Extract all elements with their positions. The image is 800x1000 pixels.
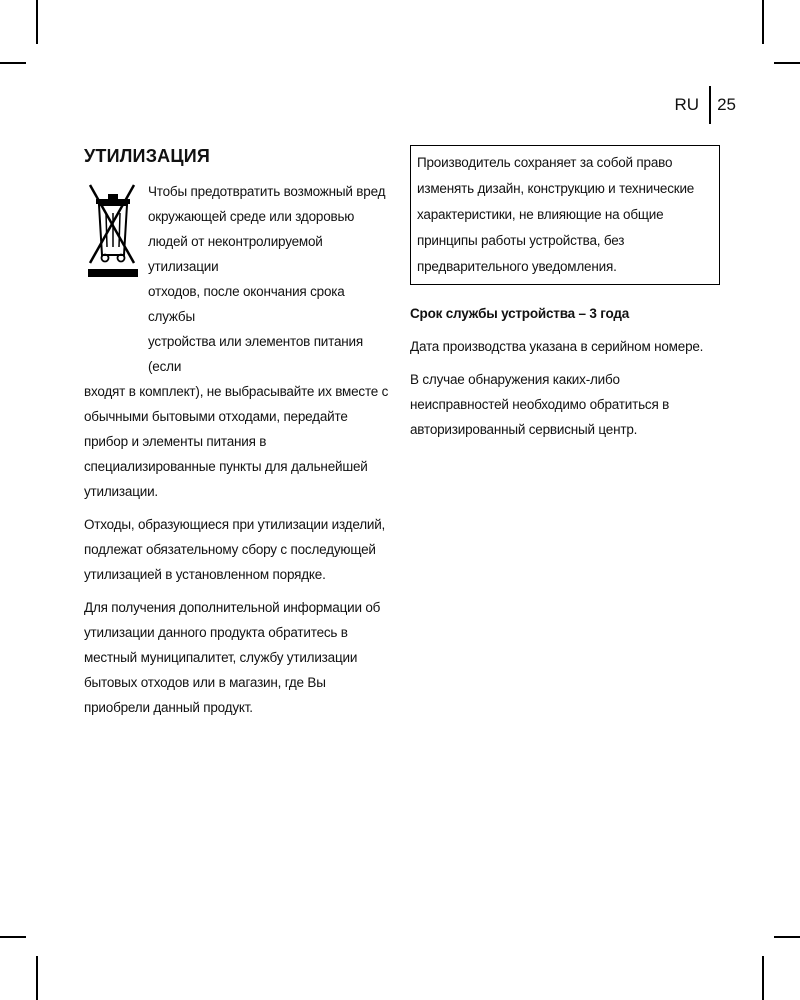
service-center-paragraph: В случае обнаружения каких-либо неисправностей необходимо обратиться в авторизированный сервисный центр. xyxy=(410,372,670,437)
crop-mark xyxy=(0,62,26,64)
disposal-block xyxy=(84,179,390,504)
language-code: RU xyxy=(674,95,700,114)
waste-collection-paragraph: Отходы, образующиеся при утилизации изделий, подлежат обязательному сбору с последующей утилизацией в установленном порядке. xyxy=(84,517,386,582)
manufacturer-notice-box: Производитель сохраняет за собой право изменять дизайн, конструкцию и технические характеристики, не влияющие на общие принципы работы устройства, без предварительного уведомления. xyxy=(410,145,720,285)
production-date-paragraph: Дата производства указана в серийном номере. xyxy=(410,339,704,354)
crop-mark xyxy=(774,62,800,64)
left-column xyxy=(84,138,390,720)
service-life-heading: Срок службы устройства – 3 года xyxy=(410,306,630,321)
section-title: УТИЛИЗАЦИЯ xyxy=(84,146,210,166)
intro-line: отходов, после окончания срока службы xyxy=(148,284,345,324)
intro-line: Чтобы предотвратить возможный вред xyxy=(148,184,386,199)
page-header xyxy=(675,86,736,124)
page-number: 25 xyxy=(717,95,736,114)
intro-line: окружающей среде или здоровью xyxy=(148,209,355,224)
crop-mark xyxy=(0,936,26,938)
more-info-paragraph: Для получения дополнительной информации об утилизации данного продукта обратитесь в местный муниципалитет, службу утилизации бытовых отходов или в магазин, где Вы приобрели данный продукт. xyxy=(84,600,381,715)
crop-mark xyxy=(762,956,764,1000)
crop-mark xyxy=(36,0,38,44)
right-column xyxy=(410,145,720,442)
crossed-out-wheelie-bin-icon xyxy=(84,181,142,281)
intro-continuation: входят в комплект), не выбрасывайте их вместе с обычными бытовыми отходами, передайте прибор и элементы питания в специализированные пункты для дальнейшей утилизации. xyxy=(84,384,389,499)
crop-mark xyxy=(762,0,764,44)
intro-line: людей от неконтролируемой утилизации xyxy=(148,234,323,274)
crop-mark xyxy=(36,956,38,1000)
intro-line: устройства или элементов питания (если xyxy=(148,334,363,374)
crop-mark xyxy=(774,936,800,938)
